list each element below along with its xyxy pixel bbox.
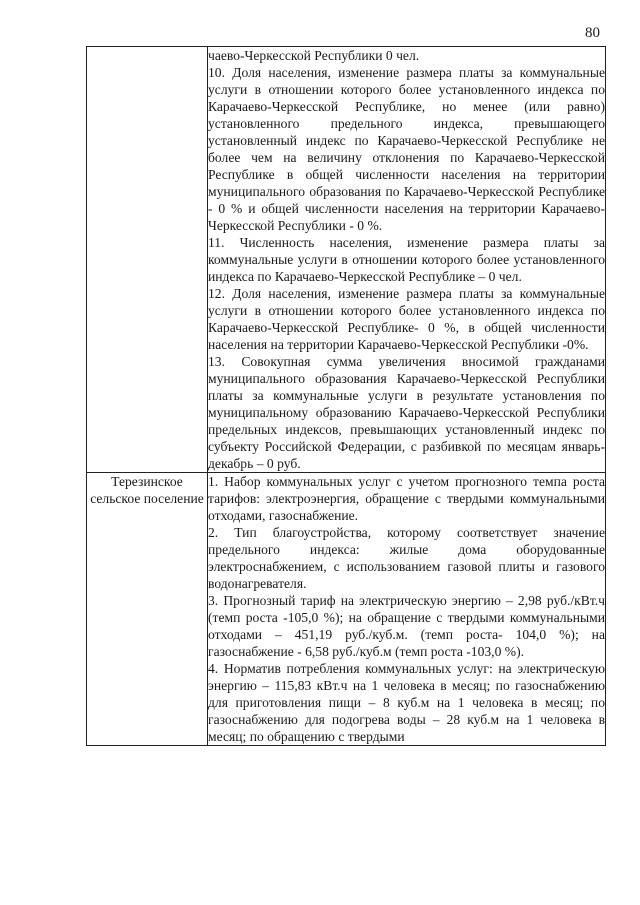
paragraph: чаево-Черкесской Республики 0 чел. xyxy=(208,48,420,63)
paragraph: 11. Численность населения, изменение размера платы за коммунальные услуги в отношении которого более установленного индекса по Карачаево-Черкесской Республике – 0 чел. xyxy=(208,235,605,284)
content-cell xyxy=(208,473,606,746)
paragraph: 12. Доля населения, изменение размера платы за коммунальные услуги в отношении которого более установленного индекса по Карачаево-Черкесской Республике- 0 %, в общей численности населения на территории Карачаево-Черкесской Республики -0%. xyxy=(208,286,605,352)
content-cell xyxy=(208,47,606,473)
municipality-cell xyxy=(87,473,208,746)
paragraph: 13. Совокупная сумма увеличения вносимой гражданами муниципального образования Карачаево-Черкесской Республики платы за коммунальные услуги в результате установления по муниципальному образованию Карачаево-Черкесской Республики предельных индексов, превышающих установленный индекс по субъекту Российской Федерации, с разбивкой по месяцам январь-декабрь – 0 руб. xyxy=(208,354,605,471)
table-row xyxy=(87,47,606,473)
paragraph: 3. Прогнозный тариф на электрическую энергию – 2,98 руб./кВт.ч (темп роста -105,0 %); на обращение с твердыми коммунальными отходами – 451,19 руб./куб.м. (темп роста- 104,0 %); на газоснабжение - 6,58 руб./куб.м (темп роста -103,0 %). xyxy=(208,593,605,659)
paragraph: 4. Норматив потребления коммунальных услуг: на электрическую энергию – 115,83 кВт.ч на 1 человека в месяц; по газоснабжению для приготовления пищи – 8 куб.м на 1 человека в месяц; по газоснабжению для подогрева воды – 28 куб.м на 1 человека в месяц; по обращению с твердыми xyxy=(208,661,605,744)
paragraph: 1. Набор коммунальных услуг с учетом прогнозного темпа роста тарифов: электроэнергия, обращение с твердыми коммунальными отходами, газоснабжение. xyxy=(208,474,605,523)
municipality-name: Терезинское сельское поселение xyxy=(90,474,204,506)
paragraph: 2. Тип благоустройства, которому соответствует значение предельного индекса: жилые дома оборудованные электроснабжением, с использованием газовой плиты и газового водонагревателя. xyxy=(208,525,605,591)
municipality-cell xyxy=(87,47,208,473)
table-row xyxy=(87,473,606,746)
indices-table xyxy=(86,46,606,746)
paragraph: 10. Доля населения, изменение размера платы за коммунальные услуги в отношении которого более установленного индекса по Карачаево-Черкесской Республике, но менее (или равно) установленного предельного индекса, превышающего установленный индекс по Карачаево-Черкесской Республике не более чем на величину отклонения по Карачаево-Черкесской Республике в общей численности населения на территории муниципального образования по Карачаево-Черкесской Республике - 0 % и общей численности населения на территории Карачаево-Черкесской Республики - 0 %. xyxy=(208,65,605,233)
page-number: 80 xyxy=(585,25,600,41)
